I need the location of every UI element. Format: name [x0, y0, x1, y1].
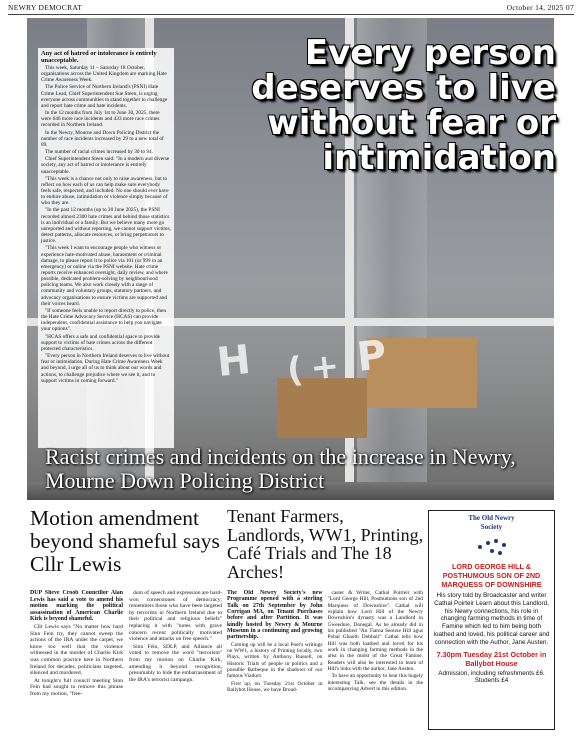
article-paragraph: "In the past 12 months (up to 30 June 2025), the PSNI recorded almost 2300 hate crimes and behind those statistics is an individual or a family. But we believe many more go unreported and without reporting, we cannot support victims, detect patterns, allocate resources, or bring perpetrators to justice.	[41, 207, 171, 245]
article-paragraph: "If someone feels unable to report directly to police, then the Hate Crime Advocacy Service (HCAS) can provide independent, confidential assistance to help you navigate your options".	[41, 307, 167, 333]
article-paragraph: This week, Saturday 11 – Saturday 18 October, organisations across the United Kingdom are marking Hate Crime Awareness Week.	[41, 65, 167, 84]
article-paragraph: To have an opportunity to hear this hugely interesting Talk, see the details in the accompanying Advert in this edition.	[327, 673, 423, 693]
article-column	[129, 590, 222, 732]
society-emblem-icon	[474, 535, 510, 559]
tenant-headline: Tenant Farmers, Landlords, WW1, Printing, Café Trials and The 18 Arches!	[227, 506, 424, 582]
article-column	[30, 590, 123, 732]
article-paragraph: "This week is a chance not only to raise awareness, but to reflect on how each of us can help make sure everybody feels safe, respected, and included. No one should ever have to endure abuse, intimidation or violence simply because of who they are.	[41, 175, 169, 207]
motion-headline: Motion amendment beyond shameful says Cllr Lewis	[30, 506, 220, 576]
advert-title: LORD GEORGE HILL & POSTHUMOUS SON OF 2ND MARQUESS OF DOWNSHIRE	[441, 562, 542, 589]
hero-subheadline: Racist crimes and incidents on the increase in Newry, Mourne Down Policing District	[45, 444, 516, 493]
society-name: The Old Newry Society	[468, 514, 515, 531]
page-date: October 14, 2025 07	[506, 3, 574, 12]
article-lead: The Old Newry Society's new Programme opened with a sterling Talk on 27th September by John Corrigan MA, on Tenant Purchases before and after Partition. It was kindly hosted by Newry & Mourne Museum in a continuing and growing partnership.	[227, 590, 323, 641]
article-paragraph: Coming up will be a local Poet's writings on WW1, a history of Printing locally, two Plays, written by Anthony Russell, on Historic Trials of people in politics and a possible Barbeque in the shadows of our famous Viaduct.	[227, 641, 323, 680]
article-paragraph: In the 12 months from July 1st to June 30, 2025, there were 646 more race incidents and 433 more race crimes recorded in Northern Ireland.	[41, 110, 160, 129]
hero-photo: H (+ P	[27, 18, 554, 500]
article-lead: DUP Slieve Croob Councillor Alan Lewis has said a vote to amend his motion marking the political assassination of American Charlie Kirk is beyond shameful.	[30, 590, 123, 623]
masthead	[8, 3, 574, 15]
article-paragraph: The Police Service of Northern Ireland's (PSNI) Hate Crime Lead, Chief Superintendent Sue Steen, is urging everyone across communities to stand together to challenge and report hate crime and hate incidents.	[41, 84, 168, 109]
paper-name: NEWRY DEMOCRAT	[8, 3, 83, 12]
article-column	[328, 590, 424, 732]
advert-body: His story told by Broadcaster and writer Cathal Poirteir Learn about this Landlord, his Newry connections, his role in changing farming methods in time of Famine which led to him being both loathed and loved, his political career and connection with the Author, Jane Austen.	[433, 592, 550, 646]
hero-article-text	[38, 48, 174, 448]
article-paragraph: "Every person in Northern Ireland deserves to live without fear or intimidation. During Hate Crime Awareness Week and beyond, I urge all of us to think about our words and actions, to challenge prejudice where we see it, and to support victims in coming forward."	[41, 353, 170, 384]
motion-article	[30, 590, 222, 732]
article-column	[227, 590, 323, 732]
article-paragraph: dom of speech and expression are hard-won cornerstones of democracy; remembers those who have been targeted by terrorists in Northern Ireland due to their political and religious beliefs" replacing it with "notes with grave concern recent politically motivated violence and attacks on free speech."	[129, 590, 222, 643]
article-paragraph: "This week I want to encourage people who witness or experience hate-motivated abuse, harassment or criminal damage, to please report it to police via 101 (or 999 in an emergency) or online via the PSNI website. Hate crime reports receive enhanced oversight, daily review, and where possible, dedicated problem-solving by neighbourhood policing teams. We also work closely with a range of community and voluntary groups, statutory partners, and advocacy organisations to ensure victims are supported and their voices heard.	[41, 245, 168, 307]
article-paragraph: "HCAS offers a safe and confidential space to provide support to victims of hate crimes across the different protected characteristics.	[41, 333, 161, 352]
article-paragraph: In the Newry, Mourne and Down Policing District the number of race incidents increased by 29 to a new total of 89.	[41, 129, 164, 148]
article-paragraph: Sinn Féin, SDLP, and Alliance all voted to remove the word "terrorism" from my motion on Charlie Kirk, amending it beyond recognition, presumably to hide the embarrassment of the IRA's terrorist campaign.	[129, 643, 222, 683]
old-newry-society-advert	[428, 510, 555, 730]
article-paragraph: Chief Superintendent Steen said: "In a modern and diverse society, any act of hatred or intolerance is entirely unacceptable.	[41, 156, 170, 175]
hero-headline: Every person deserves to live without fear or intimidation	[251, 33, 556, 178]
article-paragraph: The number of racial crimes increased by 30 to 94.	[45, 149, 153, 156]
tenant-article	[227, 590, 423, 732]
article-paragraph: First up, on Tuesday 21st October in Ballybot House, we have Broad-	[227, 680, 323, 694]
advert-admission: Admission, including refreshments £6. Students £4	[438, 669, 545, 685]
article-paragraph: At tonight's full council meeting Sinn Fein had sought to remove this phrase from my motion, "free-	[30, 677, 123, 697]
article-lead: Any act of hatred or intolerance is entirely unacceptable.	[41, 50, 157, 64]
article-paragraph: caster & Writer, Cathal Poirteir with "Lord George Hill, Posthumous son of 2nd Marquess of Downshire". Cathal will explain how Lord Hill of the Newry Downshire's dynasty was a Landlord in Gweedore, Donegal. As he already did in his published "An Tiarna Seoirse Hill agus Pobal Ghaoth Dobhair" Cathal tells how Hill was both loathed and loved for his work in changing farming methods in the area in the midst of the Great Famine. Readers will also be interested to learn of Hill's links with the author, Jane Austen.	[327, 590, 423, 673]
advert-when: 7.30pm Tuesday 21st October in Ballybot House	[436, 649, 547, 668]
article-paragraph: Cllr Lewis says "No matter how hard Sinn Fein try, they cannot sweep the actions of the IRA under the carpet, we know too well that the violence witnessed in the murder of Charlie Kirk was common practice here in Northern Ireland for decades, politicians targeted, silenced and murdered.	[30, 623, 123, 677]
